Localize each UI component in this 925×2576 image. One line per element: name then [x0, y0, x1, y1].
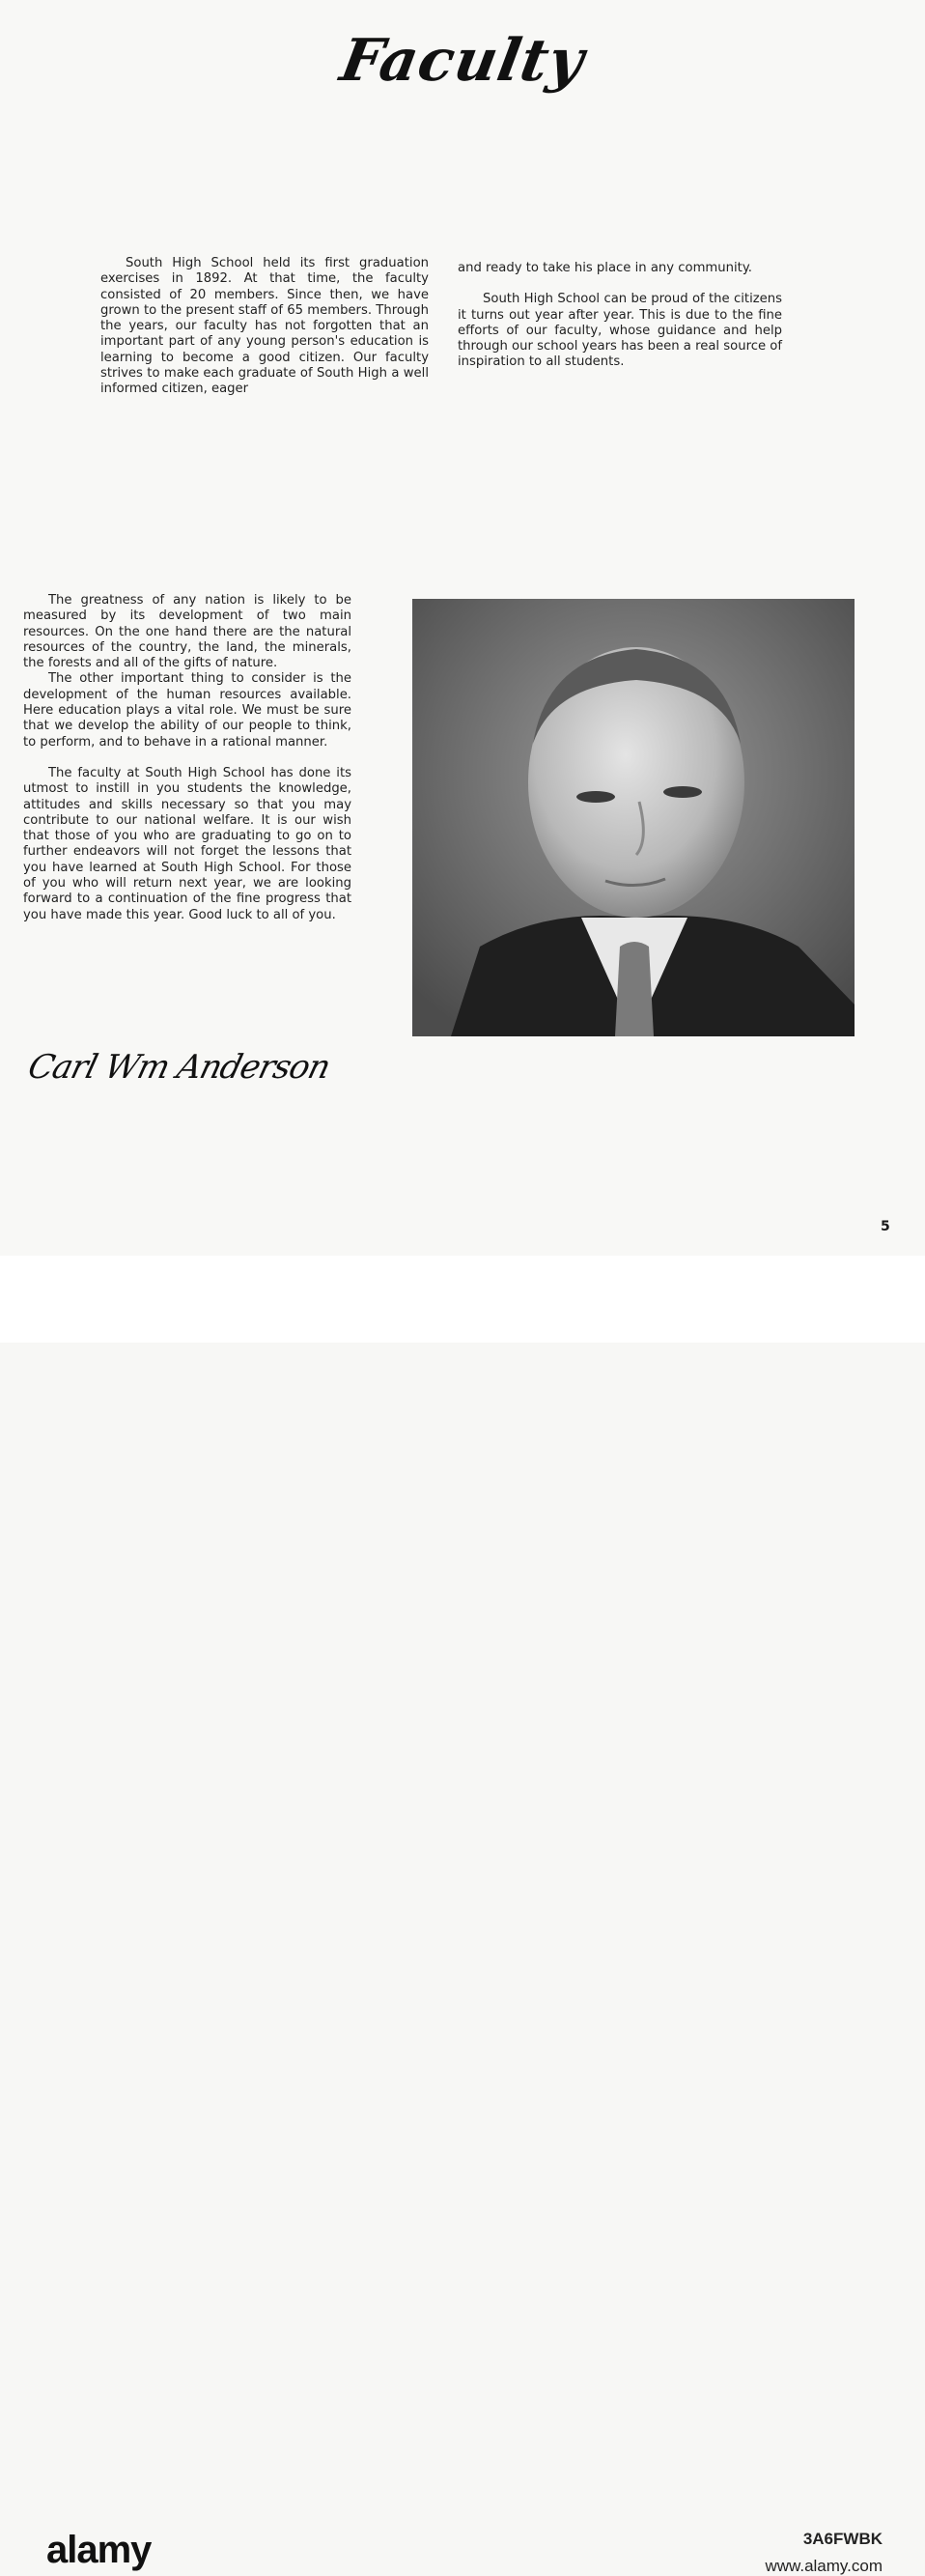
stock-brand-logo: alamy [46, 2529, 152, 2571]
intro-paragraph-1: South High School held its first graduation exercises in 1892. At that time, the faculty consisted of 20 members. Since then, we have grown to the present staff of 65 members. Through the years, our faculty has not forgotten that an important part of any young person's education is learning to become a good citizen. Our faculty strives to make each graduate of South High a well informed citizen, eager [100, 256, 429, 397]
intro-column-right [458, 261, 782, 386]
intro-paragraph-continued: and ready to take his place in any community. [458, 261, 752, 275]
intro-paragraph-2: South High School can be proud of the citizens it turns out year after year. This is due to the fine efforts of our faculty, whose guidance and help through our school years has been a real source of inspiration to all students. [458, 292, 782, 370]
portrait-illustration [412, 599, 855, 1036]
letter-paragraph-1: The greatness of any nation is likely to be measured by its development of two main resources. On the one hand there are the natural resources of the country, the land, the minerals, the forests and all of the gifts of nature. [23, 593, 351, 671]
page-number: 5 [881, 1219, 890, 1234]
stock-url: www.alamy.com [765, 2557, 883, 2575]
intro-column-left [100, 256, 429, 413]
principal-portrait [412, 599, 855, 1036]
stock-footer [0, 1256, 925, 2575]
page-title: Faculty [335, 27, 590, 95]
yearbook-page [0, 0, 925, 1256]
principal-letter [23, 593, 351, 923]
letter-paragraph-3: The faculty at South High School has done its utmost to instill in you students the knowledge, attitudes and skills necessary so that you may contribute to our national welfare. It is our wish that those of you who are graduating to go on to further endeavors will not forget the lessons that you have learned at South High School. For those of you who will return next year, we are looking forward to a continuation of the fine progress that you have made this year. Good luck to all of you. [23, 765, 351, 922]
stock-image-id: 3A6FWBK [802, 2530, 883, 2548]
principal-signature: Carl Wm Anderson [24, 1048, 334, 1087]
letter-paragraph-2: The other important thing to consider is the development of the human resources available. Here education plays a vital role. We must be sure that we develop the ability of our people to think, to perform, and to behave in a rational manner. [23, 671, 351, 750]
